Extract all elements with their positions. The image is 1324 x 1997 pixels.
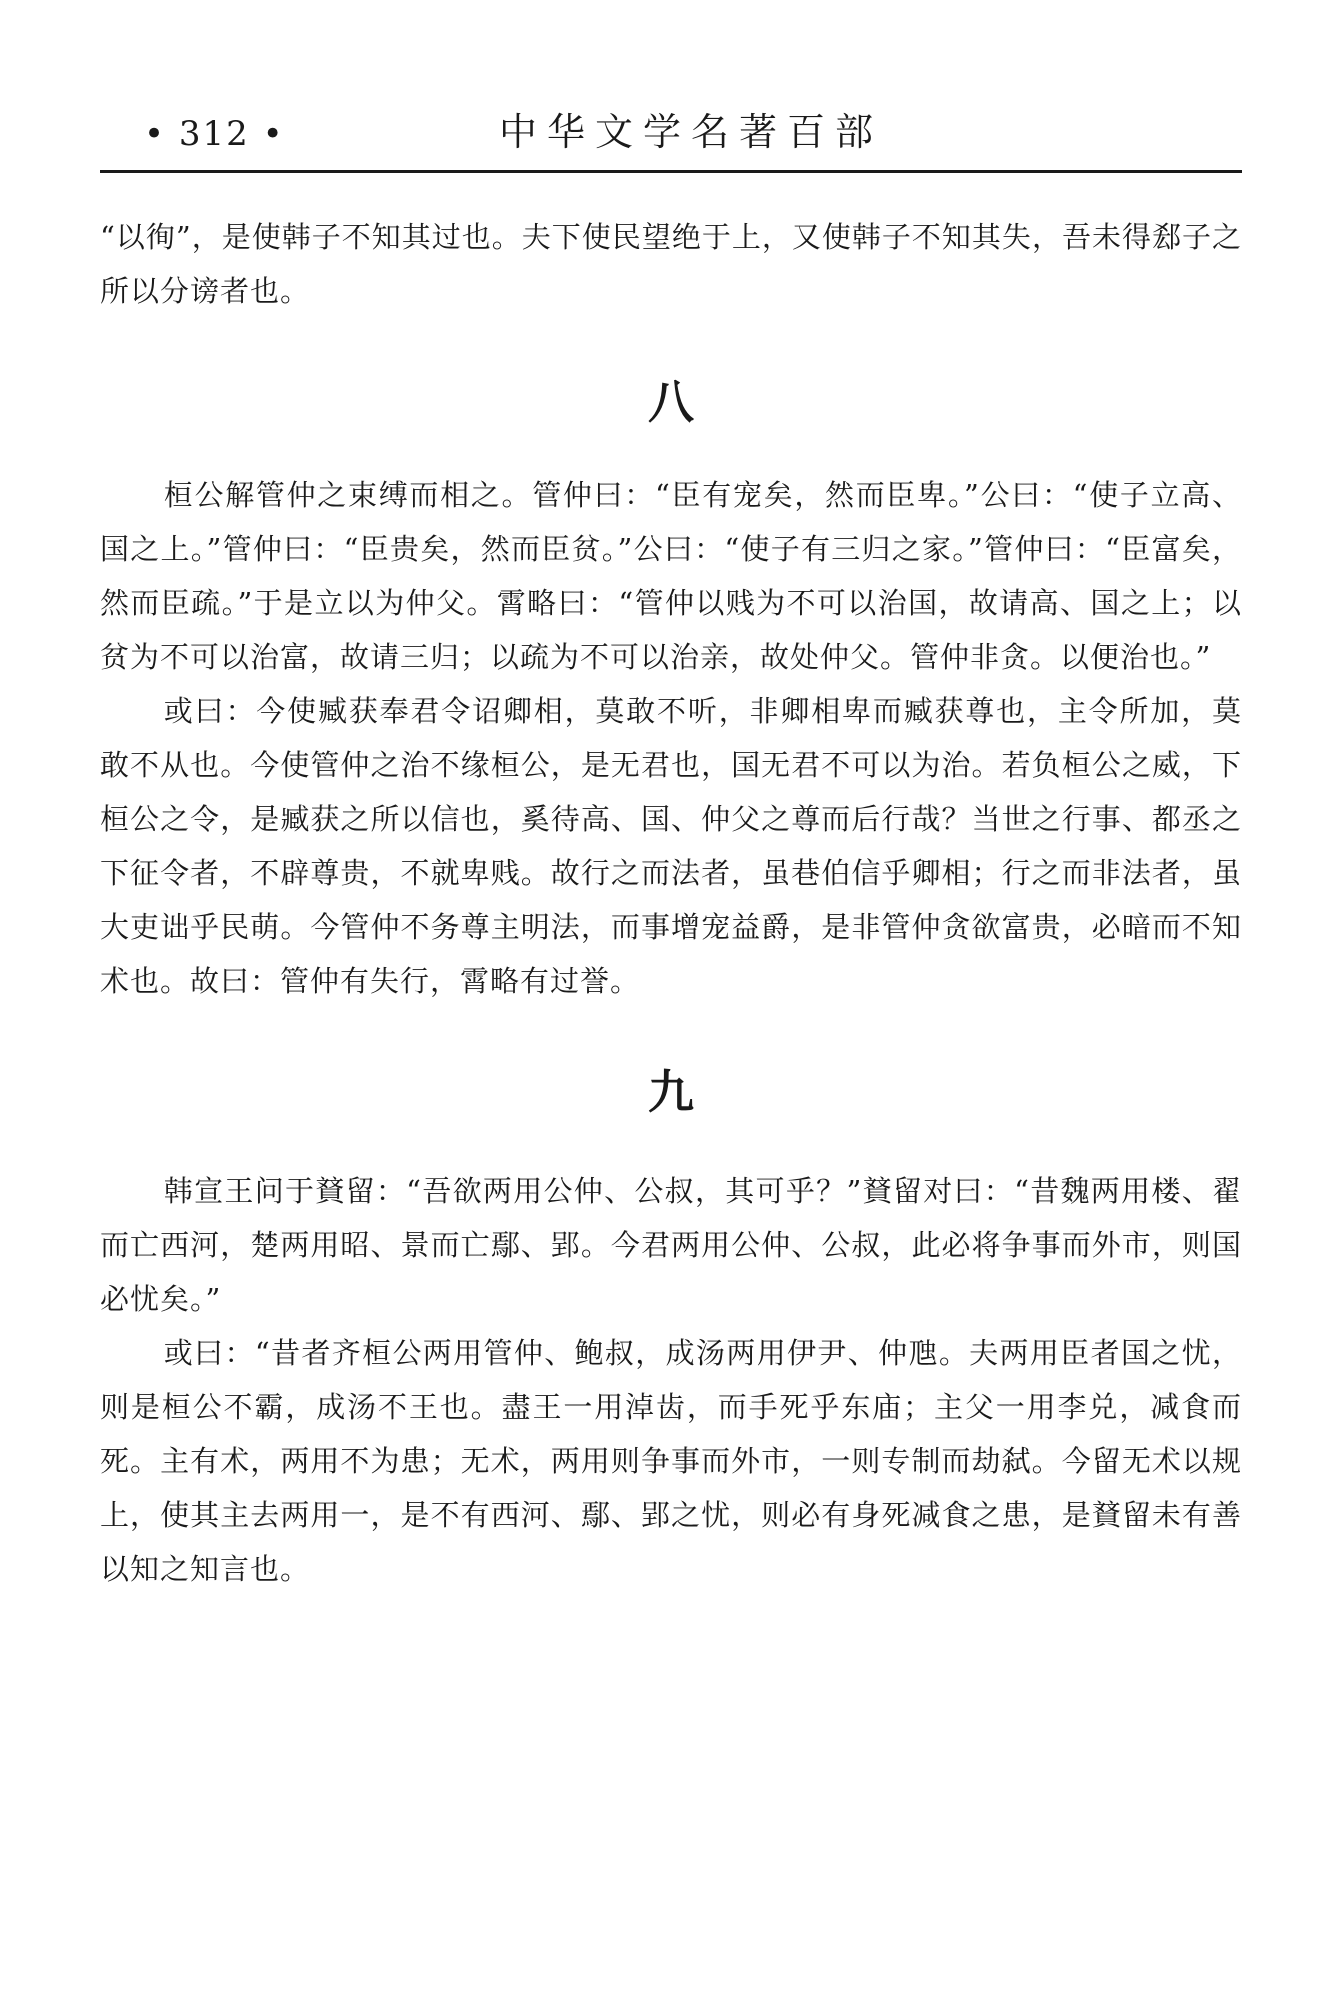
book-title: 中华文学名著百部 xyxy=(498,110,883,154)
page-content xyxy=(100,210,1242,1596)
section-9-paragraph-2: 或曰：“昔者齐桓公两用管仲、鲍叔，成汤两用伊尹、仲虺。夫两用臣者国之忧，则是桓公不霸，成汤不王也。盡王一用淖齿，而手死乎东庙；主父一用李兑，减食而死。主有术，两用不为患；无术，两用则争事而外市，一则专制而劫弑。今留无术以规上，使其主去两用一，是不有西河、鄢、郢之忧，则必有身死减食之患，是䝺留未有善以知之知言也。 xyxy=(100,1336,1242,1586)
continuation-paragraph: “以徇”，是使韩子不知其过也。夫下使民望绝于上，又使韩子不知其失，吾未得郄子之所以分谤者也。 xyxy=(100,220,1242,308)
header-rule xyxy=(100,170,1242,173)
page-header xyxy=(100,104,1242,168)
section-8-paragraph-2: 或曰：今使臧获奉君令诏卿相，莫敢不听，非卿相卑而臧获尊也，主令所加，莫敢不从也。今使管仲之治不缘桓公，是无君也，国无君不可以为治。若负桓公之威，下桓公之令，是臧获之所以信也，奚待高、国、仲父之尊而后行哉？当世之行事、都丞之下征令者，不辟尊贵，不就卑贱。故行之而法者，虽巷伯信乎卿相；行之而非法者，虽大吏诎乎民萌。今管仲不务尊主明法，而事增宠益爵，是非管仲贪欲富贵，必暗而不知术也。故曰：管仲有失行，霄略有过誉。 xyxy=(100,694,1242,998)
section-9-paragraph-1: 韩宣王问于䝺留：“吾欲两用公仲、公叔，其可乎？”䝺留对曰：“昔魏两用楼、翟而亡西河，楚两用昭、景而亡鄢、郢。今君两用公仲、公叔，此必将争事而外市，则国必忧矣。” xyxy=(100,1174,1242,1316)
section-heading-9: 九 xyxy=(648,1065,694,1119)
section-heading-8: 八 xyxy=(648,375,694,429)
page-number: • 312 • xyxy=(144,114,285,154)
book-page xyxy=(100,0,1242,1997)
section-8-paragraph-1: 桓公解管仲之束缚而相之。管仲曰：“臣有宠矣，然而臣卑。”公曰：“使子立高、国之上。”管仲曰：“臣贵矣，然而臣贫。”公曰：“使子有三归之家。”管仲曰：“臣富矣，然而臣疏。”于是立以为仲父。霄略曰：“管仲以贱为不可以治国，故请高、国之上；以贫为不可以治富，故请三归；以疏为不可以治亲，故处仲父。管仲非贪。以便治也。” xyxy=(100,478,1242,674)
